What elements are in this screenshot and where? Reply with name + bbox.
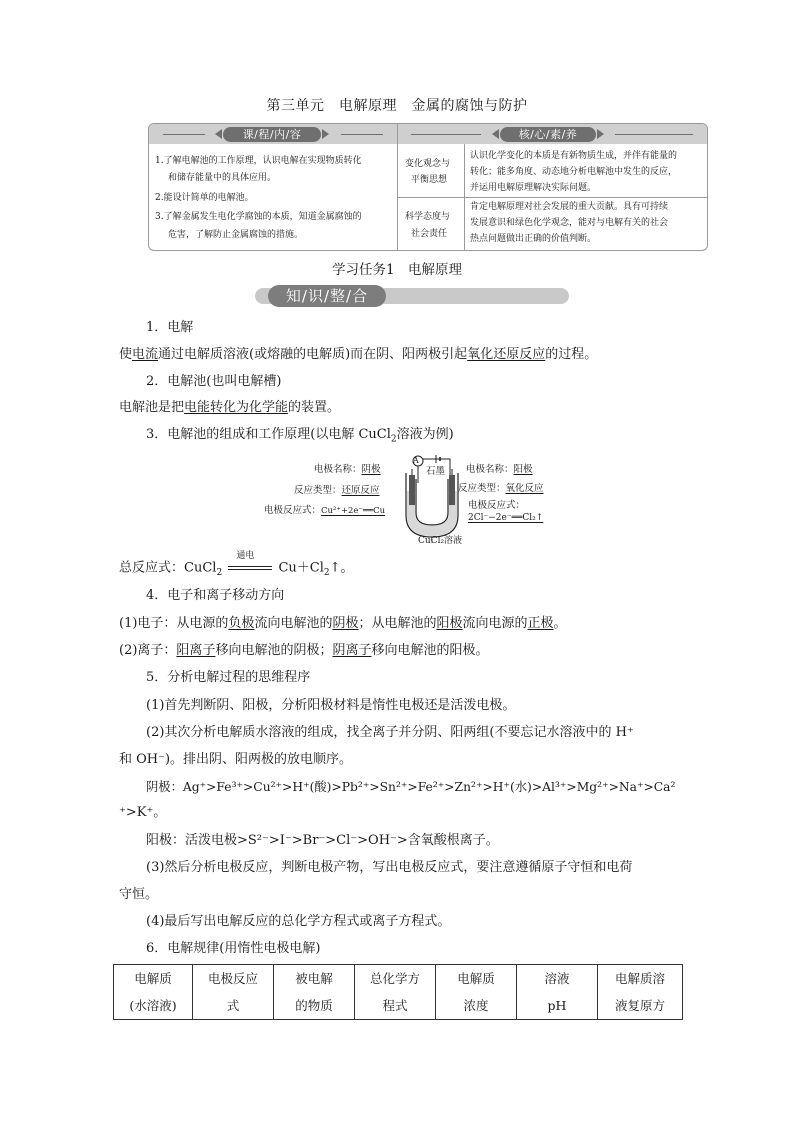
text: 电解池是把: [119, 400, 185, 415]
column-divider: [397, 124, 398, 250]
table-header-row: [114, 965, 683, 1020]
header-line: 被电解: [295, 971, 333, 986]
label: 电极反应式：: [264, 505, 322, 516]
table-header-cell: [274, 965, 355, 1020]
text: 流向电源的: [462, 616, 528, 631]
ammeter-icon: A: [413, 456, 419, 465]
arrow-line-top: [228, 566, 272, 567]
text: 的过程。: [545, 347, 598, 362]
course-item: 2.能设计简单的电解池。: [155, 193, 254, 203]
procedure-step: 守恒。: [119, 887, 159, 902]
label: 反应类型：: [294, 485, 342, 496]
heading-cell-composition: [146, 425, 454, 450]
divider: [615, 134, 693, 135]
text: (2)离子：: [119, 643, 177, 658]
electrolysis-rules-table: [113, 964, 683, 1020]
anode-equation: 2Cl⁻−2e⁻══Cl₂↑: [468, 513, 544, 523]
electron-direction: [119, 614, 567, 634]
heading-migration: 4．电子和离子移动方向: [146, 588, 285, 603]
header-line: 电解质: [457, 971, 495, 986]
objectives-table: [148, 123, 708, 251]
answer: 氧化反应: [505, 483, 544, 494]
literacy-text: 热点问题做出正确的价值判断。: [470, 234, 597, 244]
overall-reaction: [119, 551, 354, 583]
answer: 阴离子: [332, 643, 372, 658]
paragraph: [119, 345, 597, 365]
solution-label: CuCl₂溶液: [418, 536, 463, 546]
course-item: 1.了解电解池的工作原理，认识电解在实现物质转化: [155, 156, 362, 166]
heading-electrolysis: 1．电解: [146, 320, 194, 335]
text: ↑。: [329, 560, 354, 576]
page-title: 第三单元 电解原理 金属的腐蚀与防护: [266, 98, 528, 114]
literacy-row-divider: [397, 197, 707, 198]
condition-label: 通电: [236, 551, 255, 561]
subscript: 2: [390, 434, 397, 445]
cathode-name: [314, 463, 381, 477]
course-content-tab: 课/程/内/容: [223, 127, 321, 142]
table-header-cell: [517, 965, 598, 1020]
divider: [341, 134, 383, 135]
answer: 阴极: [361, 464, 381, 475]
answer: 阴极: [332, 616, 359, 631]
subscript: 2: [323, 568, 330, 579]
table-header-cell: [193, 965, 274, 1020]
answer: 电能转化为化学能: [184, 400, 289, 415]
answer: 负极: [228, 616, 255, 631]
literacy-label: 社会责任: [411, 229, 448, 239]
procedure-step: 和 OH⁻)。排出阴、阳两极的放电顺序。: [119, 752, 353, 767]
text: 流向电解池的: [254, 616, 333, 631]
answer: 氧化还原反应: [467, 347, 546, 362]
text: 移向电解池的阳极。: [371, 643, 489, 658]
header-line: 式: [226, 998, 240, 1013]
table-header-cell: [114, 965, 193, 1020]
literacy-text: 认识化学变化的本质是有新物质生成，并伴有能量的: [470, 151, 678, 161]
paragraph: [119, 398, 340, 418]
cathode-equation: [264, 504, 385, 518]
text: 通过电解质溶液(或熔融的电解质)而在阴、阳两极引起: [158, 347, 468, 362]
literacy-label: 科学态度与: [405, 212, 451, 222]
divider: [163, 134, 205, 135]
answer: 电流: [132, 347, 159, 362]
section-title: 学习任务1 电解原理: [331, 262, 463, 278]
course-item: 和储存能量中的具体应用。: [168, 173, 277, 183]
cathode-order: 阴极：Ag⁺>Fe³⁺>Cu²⁺>H⁺(酸)>Pb²⁺>Sn²⁺>Fe²⁺>Zn²⁺>H⁺(水)>Al³⁺>Mg²⁺>Na⁺>Ca²: [146, 780, 676, 794]
text: 。: [553, 616, 567, 631]
answer: 阳极: [513, 464, 533, 475]
answer: 阳极: [436, 616, 463, 631]
subscript: 2: [216, 568, 223, 579]
literacy-text: 发展意识和绿色化学观念，能对与电解有关的社会: [470, 218, 669, 228]
text: 的装置。: [288, 400, 341, 415]
literacy-label: 平衡思想: [411, 175, 448, 185]
ion-direction: [119, 641, 488, 661]
text: 使: [119, 347, 133, 362]
procedure-step: (1)首先判断阴、阳极，分析阳极材料是惰性电极还是活泼电极。: [146, 698, 516, 713]
text: 3．电解池的组成和工作原理(以电解 CuCl: [146, 427, 391, 442]
header-line: 总化学方: [369, 971, 420, 986]
electrolysis-diagram: [262, 453, 562, 549]
graphite-label: 石墨: [426, 466, 446, 477]
answer: 还原反应: [341, 485, 380, 496]
core-literacy-tab: 核/心/素/养: [500, 127, 596, 142]
text: 溶液为例): [396, 427, 454, 442]
text: (1)电子：从电源的: [119, 616, 229, 631]
table-header-cell: [436, 965, 517, 1020]
course-item: 3.了解金属发生电化学腐蚀的本质，知道金属腐蚀的: [155, 212, 362, 222]
header-line: 程式: [382, 998, 408, 1013]
course-item: 危害，了解防止金属腐蚀的措施。: [168, 230, 304, 240]
table-header-cell: [355, 965, 436, 1020]
header-line: 溶液: [544, 971, 570, 986]
table-header-cell: [598, 965, 683, 1020]
header-line: (水溶液): [129, 998, 177, 1013]
text: 移向电解池的阴极；: [215, 643, 333, 658]
heading-procedure: 5．分析电解过程的思维程序: [146, 670, 311, 685]
heading-electrolytic-cell: 2．电解池(也叫电解槽): [146, 374, 282, 389]
arrow-left-icon: [215, 129, 222, 139]
answer: 阳离子: [176, 643, 216, 658]
procedure-step: (3)然后分析电极反应，判断电极产物，写出电极反应式，要注意遵循原子守恒和电荷: [146, 860, 633, 875]
label: 反应类型：: [458, 483, 506, 494]
text: 总反应式：CuCl: [119, 560, 217, 576]
cathode-reaction-type: [294, 484, 380, 498]
header-line: pH: [547, 998, 567, 1013]
answer: 正极: [527, 616, 554, 631]
text: Cu＋Cl: [278, 560, 324, 576]
anode-equation-label: 电极反应式：: [468, 500, 526, 511]
text: ；从电解池的: [358, 616, 437, 631]
literacy-text: 并运用电解原理解决实际问题。: [470, 183, 597, 193]
literacy-text: 肯定电解原理对社会发展的重大贡献。具有可持续: [470, 202, 669, 212]
divider: [411, 134, 481, 135]
anode-order: 阳极：活泼电极>S²⁻>I⁻>Br⁻>Cl⁻>OH⁻>含氧酸根离子。: [146, 833, 499, 848]
header-line: 液复原方: [614, 998, 665, 1013]
literacy-text: 转化；能多角度、动态地分析电解池中发生的反应，: [470, 167, 678, 177]
procedure-step: (4)最后写出电解反应的总化学方程式或离子方程式。: [146, 914, 451, 929]
reaction-arrow: [226, 551, 274, 578]
heading-rules: 6．电解规律(用惰性电极电解): [146, 941, 321, 956]
header-line: 浓度: [463, 998, 489, 1013]
knowledge-banner: 知/识/整/合: [268, 285, 386, 307]
answer: Cu²⁺+2e⁻══Cu: [321, 506, 386, 516]
procedure-step: (2)其次分析电解质水溶液的组成，找全离子并分阴、阳两组(不要忘记水溶液中的 H⁺: [146, 725, 634, 740]
arrow-line-bottom: [228, 569, 272, 570]
header-line: 电解质: [134, 971, 172, 986]
header-line: 电极反应: [207, 971, 258, 986]
cathode-order-cont: ⁺>K⁺。: [119, 805, 167, 820]
arrow-right-icon: [597, 129, 604, 139]
literacy-label: 变化观念与: [405, 159, 451, 169]
label: 电极名称：: [466, 464, 514, 475]
label: 电极名称：: [314, 464, 362, 475]
arrow-right-icon: [322, 129, 329, 139]
anode-name: [466, 463, 533, 477]
anode-reaction-type: [458, 482, 544, 496]
header-line: 电解质溶: [614, 971, 665, 986]
arrow-left-icon: [492, 129, 499, 139]
header-line: 的物质: [295, 998, 333, 1013]
